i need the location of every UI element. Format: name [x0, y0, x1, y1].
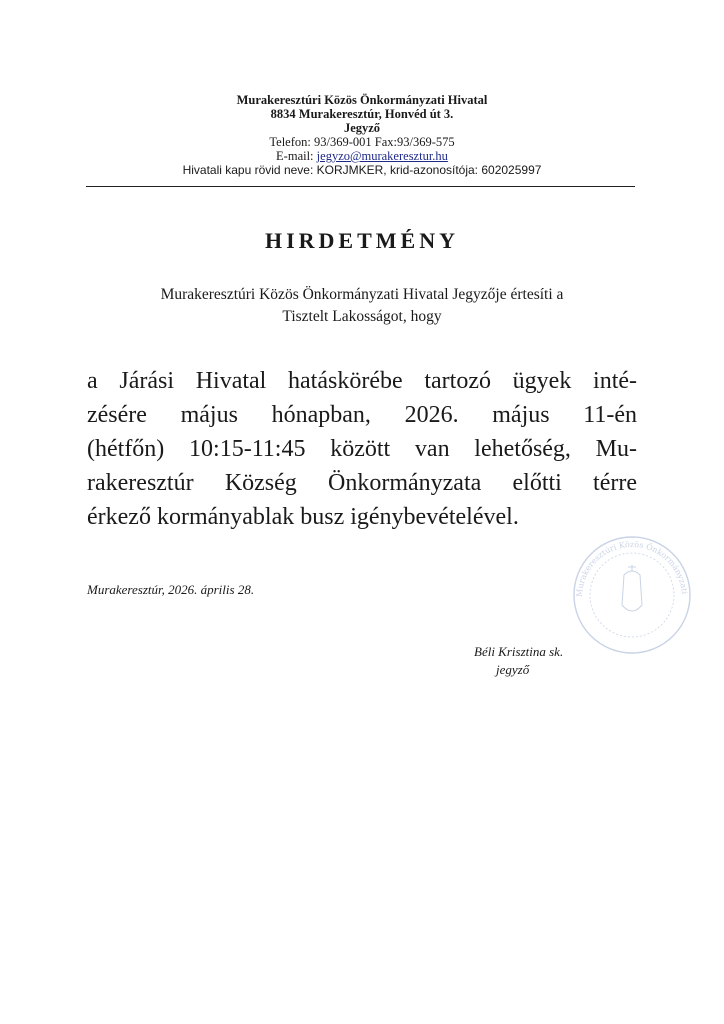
body-line: zésére május hónapban, 2026. május 11-én — [87, 402, 637, 428]
stamp-text: Murakeresztúri Közös Önkormányzati — [574, 539, 689, 598]
body-line: rakeresztúr Község Önkormányzata előtti térre — [87, 470, 637, 496]
office-name: Murakeresztúri Közös Önkormányzati Hivatal — [236, 93, 488, 107]
hivatali-kapu-info: Hivatali kapu rövid neve: KORJMKER, krid-azonosítója: 602025997 — [182, 163, 542, 177]
notice-title: HIRDETMÉNY — [264, 228, 459, 253]
notice-body — [87, 364, 637, 534]
office-address: 8834 Murakeresztúr, Honvéd út 3. — [270, 107, 454, 121]
official-stamp — [562, 527, 702, 657]
signer-title: jegyző — [496, 662, 530, 677]
notice-intro — [0, 284, 724, 328]
letterhead-divider — [86, 186, 635, 187]
office-role: Jegyző — [343, 121, 381, 135]
stamp-seal-icon — [562, 527, 702, 657]
letterhead — [0, 93, 724, 178]
phone-fax: Telefon: 93/369-001 Fax:93/369-575 — [269, 135, 455, 149]
body-line: érkező kormányablak busz igénybevételével. — [87, 504, 519, 530]
intro-line-2: Tisztelt Lakosságot, hogy — [282, 308, 442, 325]
place-date: Murakeresztúr, 2026. április 28. — [87, 582, 255, 597]
signature-block — [474, 643, 563, 679]
body-line: (hétfőn) 10:15-11:45 között van lehetőség, Mu- — [87, 436, 637, 462]
email-label: E-mail: — [276, 149, 317, 163]
intro-line-1: Murakeresztúri Közös Önkormányzati Hivatal Jegyzője értesíti a — [160, 286, 564, 303]
email-line — [0, 149, 724, 163]
body-line: a Járási Hivatal hatáskörébe tartozó ügyek inté- — [87, 368, 637, 394]
email-link[interactable]: jegyzo@murakeresztur.hu — [316, 149, 448, 163]
signer-name: Béli Krisztina sk. — [474, 644, 564, 659]
